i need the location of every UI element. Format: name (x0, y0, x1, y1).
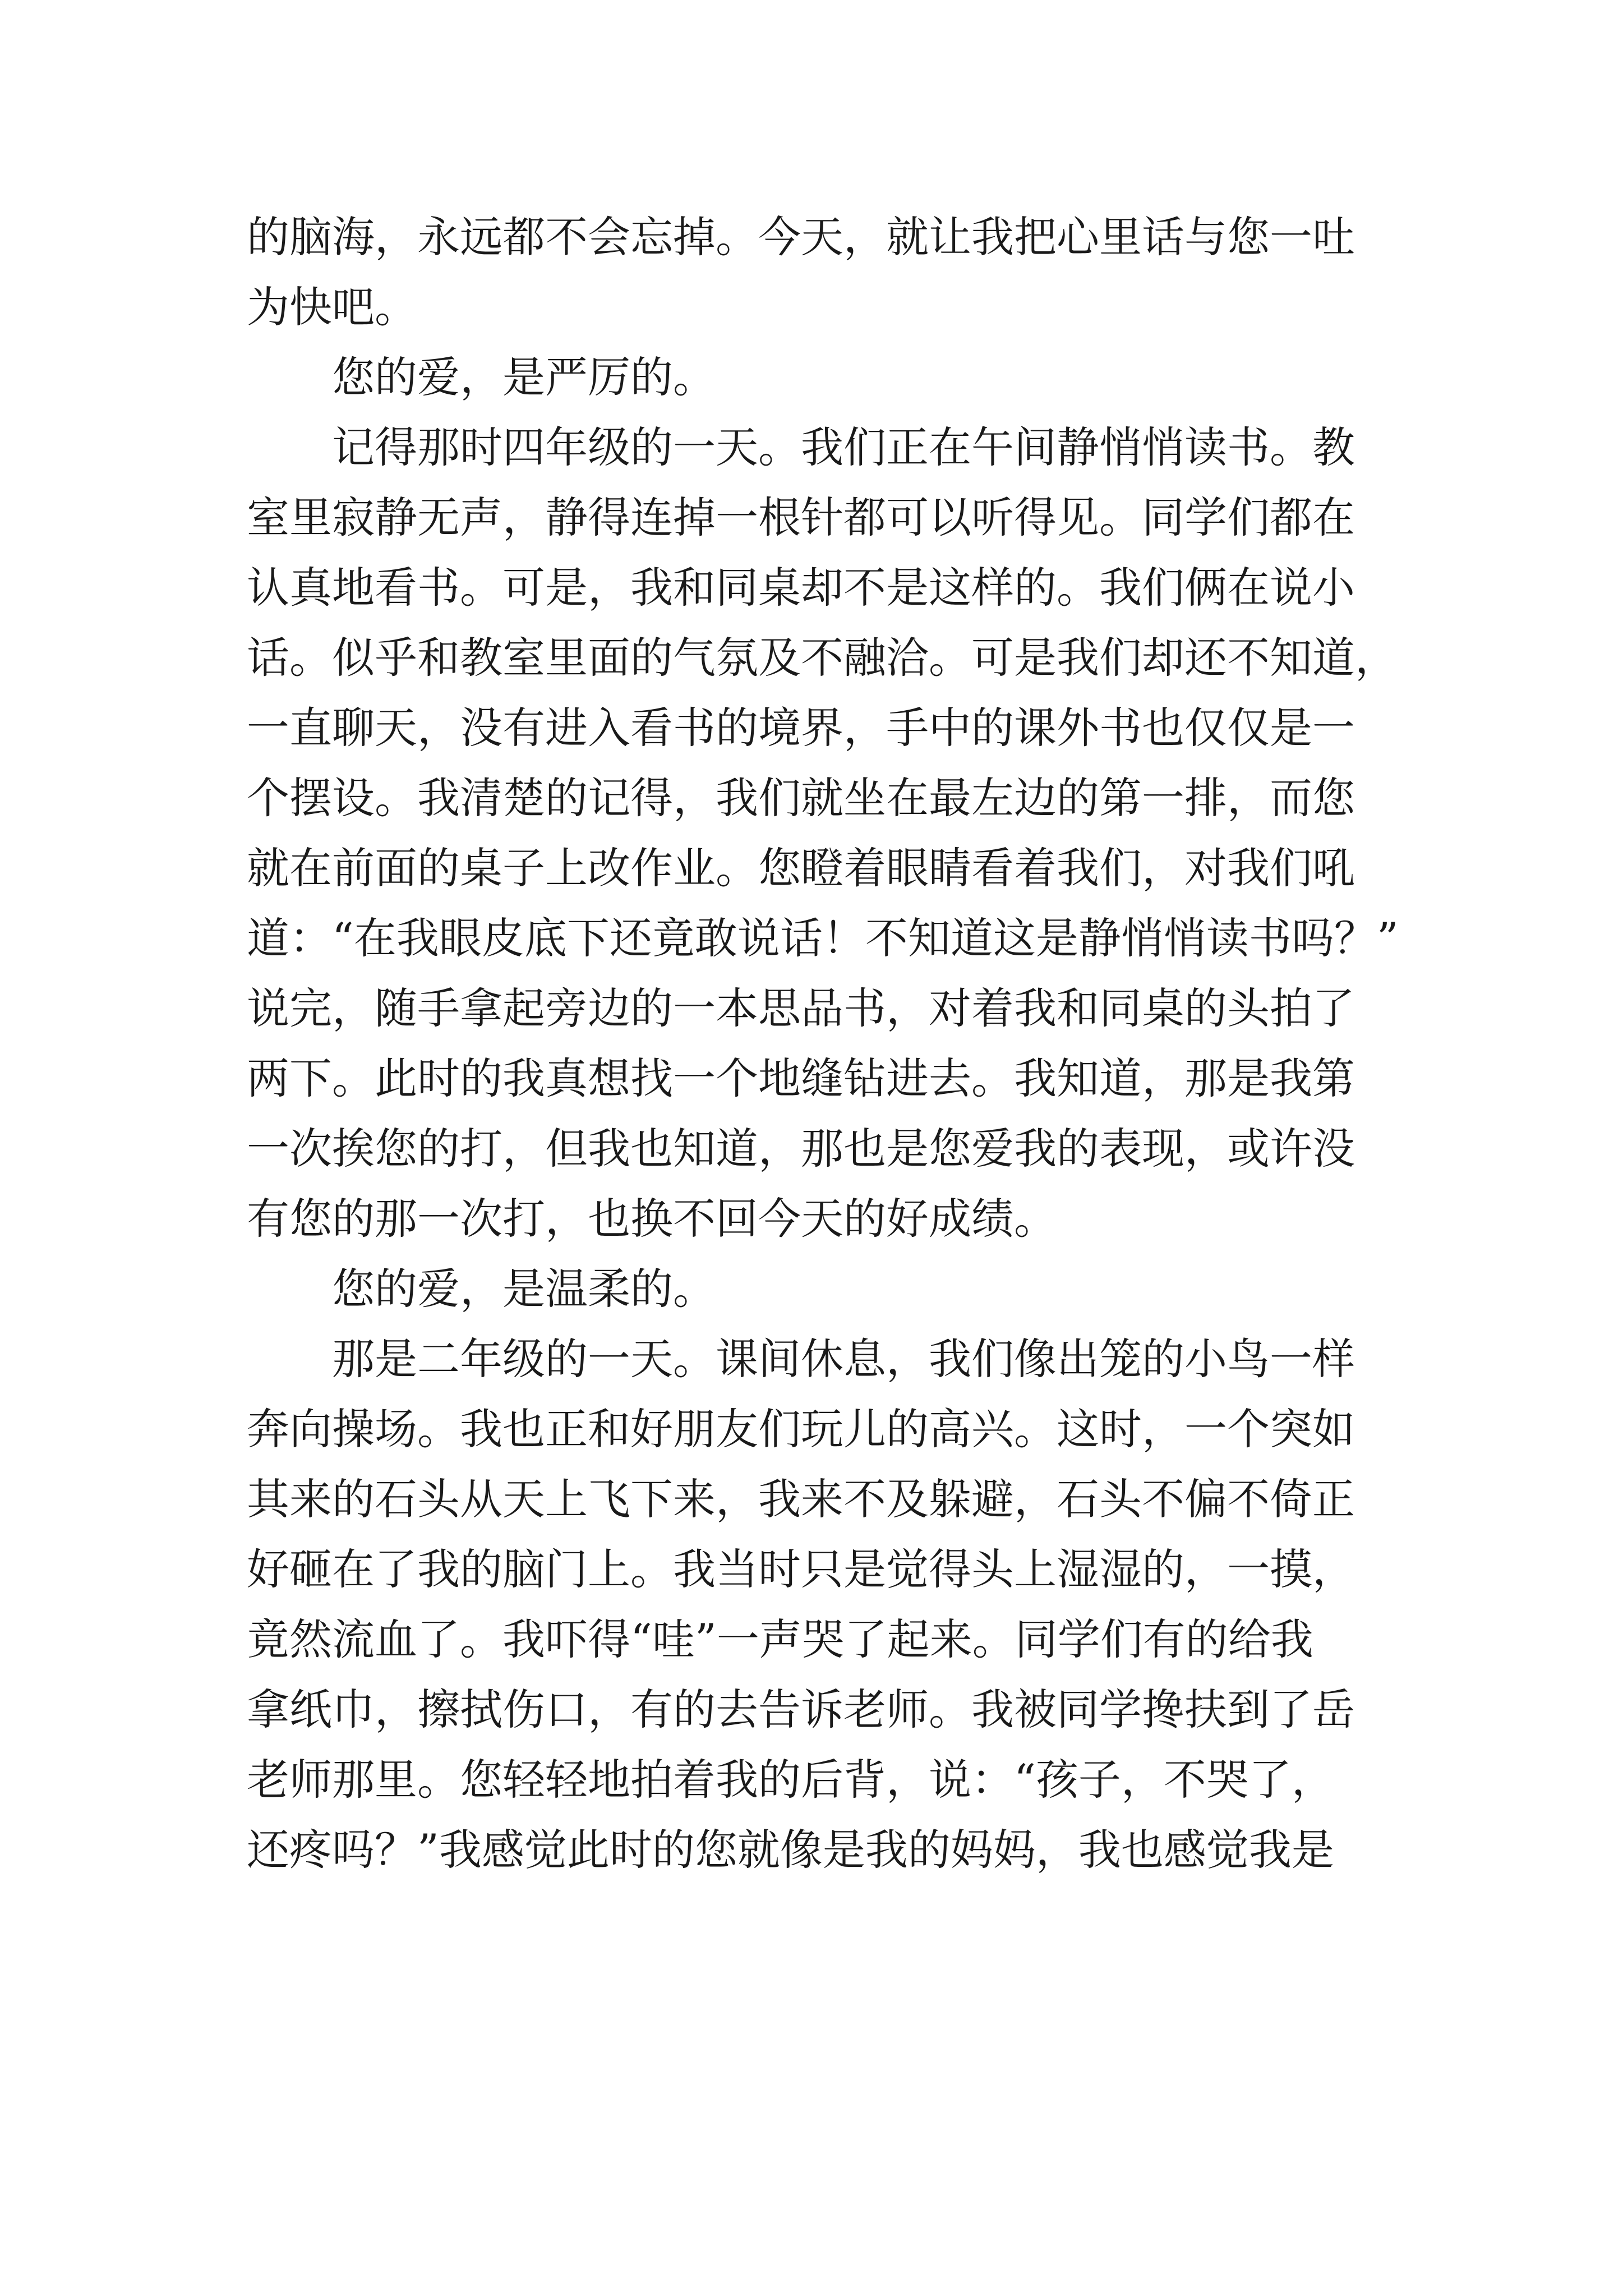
text-line: 认真地看书。可是，我和同桌却不是这样的。我们俩在说小 (247, 563, 1355, 613)
section-heading: 您的爱，是温柔的。 (247, 1264, 716, 1314)
text-line: 道：“在我眼皮底下还竟敢说话！不知道这是静悄悄读书吗？” (247, 913, 1399, 963)
text-line: 的脑海，永远都不会忘掉。今天，就让我把心里话与您一吐 (247, 212, 1355, 262)
text-line: 有您的那一次打，也换不回今天的好成绩。 (247, 1194, 1057, 1244)
text-line: 室里寂静无声，静得连掉一根针都可以听得见。同学们都在 (247, 493, 1355, 542)
text-line: 一次挨您的打，但我也知道，那也是您爱我的表现，或许没 (247, 1124, 1355, 1174)
text-line: 拿纸巾，擦拭伤口，有的去告诉老师。我被同学搀扶到了岳 (247, 1685, 1355, 1734)
text-line: 一直聊天，没有进入看书的境界，手中的课外书也仅仅是一 (247, 703, 1355, 753)
text-line: 就在前面的桌子上改作业。您瞪着眼睛看着我们，对我们吼 (247, 843, 1355, 893)
text-line: 好砸在了我的脑门上。我当时只是觉得头上湿湿的，一摸， (247, 1544, 1355, 1594)
text-line: 为快吧。 (247, 282, 417, 332)
text-line: 说完，随手拿起旁边的一本思品书，对着我和同桌的头拍了 (247, 983, 1355, 1033)
text-line: 个摆设。我清楚的记得，我们就坐在最左边的第一排，而您 (247, 773, 1355, 823)
text-line: 竟然流血了。我吓得“哇”一声哭了起来。同学们有的给我 (247, 1614, 1313, 1664)
text-line: 话。似乎和教室里面的气氛及不融洽。可是我们却还不知道， (247, 633, 1398, 683)
text-line: 奔向操场。我也正和好朋友们玩儿的高兴。这时，一个突如 (247, 1404, 1355, 1454)
text-line: 记得那时四年级的一天。我们正在午间静悄悄读书。教 (247, 422, 1355, 472)
text-line: 还疼吗？”我感觉此时的您就像是我的妈妈，我也感觉我是 (247, 1825, 1334, 1875)
text-line: 其来的石头从天上飞下来，我来不及躲避，石头不偏不倚正 (247, 1474, 1355, 1524)
text-line: 那是二年级的一天。课间休息，我们像出笼的小鸟一样 (247, 1334, 1355, 1384)
text-line: 老师那里。您轻轻地拍着我的后背，说：“孩子，不哭了， (247, 1755, 1334, 1805)
text-line: 两下。此时的我真想找一个地缝钻进去。我知道，那是我第 (247, 1053, 1355, 1103)
document-body (247, 202, 1399, 1885)
section-heading: 您的爱，是严厉的。 (247, 352, 716, 402)
